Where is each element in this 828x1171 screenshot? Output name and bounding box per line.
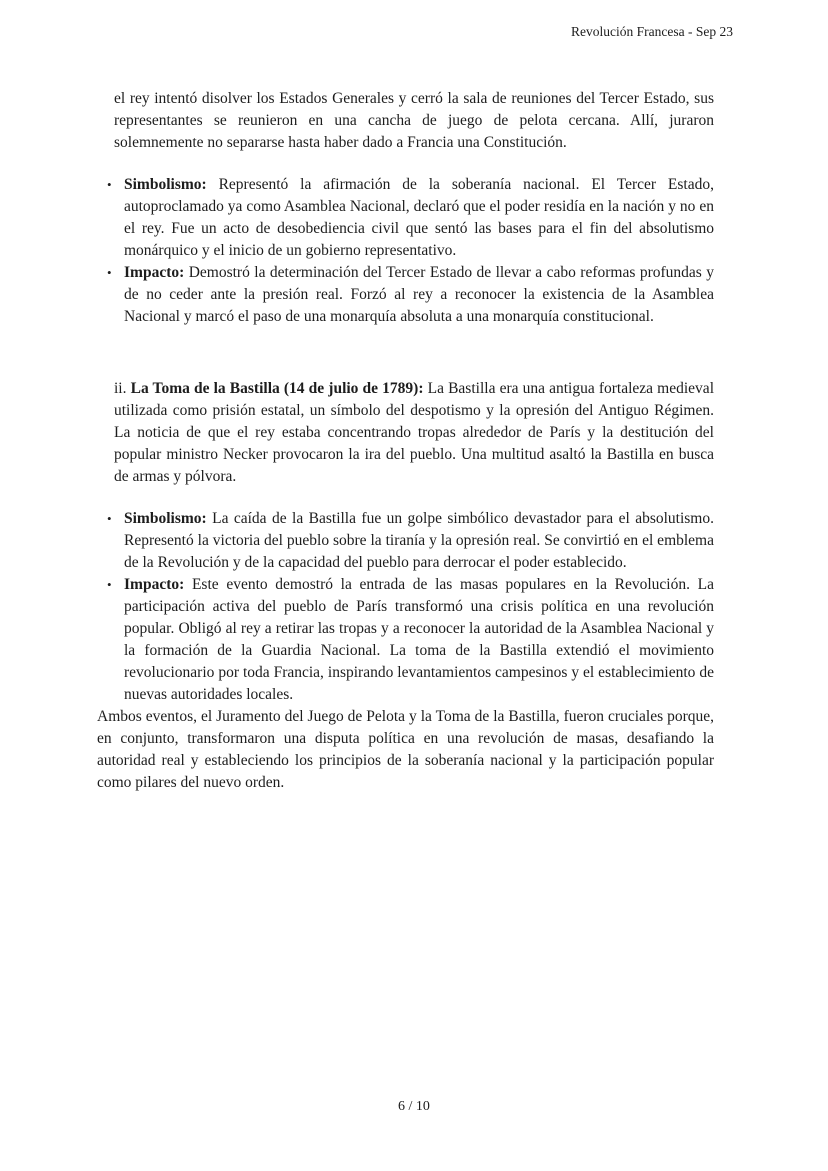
term-text: Este evento demostró la entrada de las masas populares en la Revolución. La participación activa del pueblo de París transformó una crisis política en una revolución popular. Obligó al rey a retirar las tropas y a reconocer la autoridad de la Asamblea Nacional y la formación de la Guardia Nacional. La toma de la Bastilla extendió el movimiento revolucionario por toda Francia, inspirando levantamientos campesinos y el establecimiento de nuevas autoridades locales. [124,576,714,703]
running-header-title: Revolución Francesa - Sep 23 [571,24,733,39]
term-label: Impacto: [124,576,185,593]
term-text: La caída de la Bastilla fue un golpe simbólico devastador para el absolutismo. Representó la victoria del pueblo sobre la tiranía y la opresión real. Se convirtió en el emblema de la Revolución y de la capacidad del pueblo para derrocar el poder establecido. [124,510,714,571]
document-content [97,88,714,794]
symbolism-bullet-item [107,174,714,262]
bastille-heading: La Toma de la Bastilla (14 de julio de 1789): [130,380,424,397]
term-text: Representó la afirmación de la soberanía nacional. El Tercer Estado, autoproclamado ya como Asamblea Nacional, declaró que el poder residía en la nación y no en el rey. Fue un acto de desobediencia civil que sentó las bases para el fin del absolutismo monárquico y el inicio de un gobierno representativo. [124,176,714,259]
bastille-paragraph [114,378,714,488]
term-label: Simbolismo: [124,510,207,527]
term-label: Impacto: [124,264,185,281]
list-index-prefix: ii. [114,380,131,397]
bullet-icon: • [107,265,112,280]
impact-bullet-item [107,574,714,706]
bullet-icon: • [107,577,112,592]
impact-bullet-item [107,262,714,328]
bastille-body-text: La Bastilla era una antigua fortaleza medieval utilizada como prisión estatal, un símbolo del despotismo y la opresión del Antiguo Régimen. La noticia de que el rey estaba concentrando tropas alrededor de París y la destitución del popular ministro Necker provocaron la ira del pueblo. Una multitud asaltó la Bastilla en busca de armas y pólvora. [114,380,714,485]
bullet-list-1 [107,174,714,328]
bullet-icon: • [107,511,112,526]
intro-paragraph: el rey intentó disolver los Estados Generales y cerró la sala de reuniones del Tercer Estado, sus representantes se reunieron en una cancha de juego de pelota cercana. Allí, juraron solemnemente no separarse hasta haber dado a Francia una Constitución. [114,90,714,151]
conclusion-paragraph: Ambos eventos, el Juramento del Juego de Pelota y la Toma de la Bastilla, fueron cruciales porque, en conjunto, transformaron una disputa política en una revolución de masas, desafiando la autoridad real y estableciendo los principios de la soberanía nacional y la participación popular como pilares del nuevo orden. [97,708,714,791]
bullet-list-2 [107,508,714,706]
term-text: Demostró la determinación del Tercer Estado de llevar a cabo reformas profundas y de no ceder ante la presión real. Forzó al rey a reconocer la existencia de la Asamblea Nacional y marcó el paso de una monarquía absoluta a una monarquía constitucional. [124,264,714,325]
symbolism-bullet-item [107,508,714,574]
bullet-icon: • [107,177,112,192]
page-number: 6 / 10 [398,1099,430,1114]
term-label: Simbolismo: [124,176,207,193]
